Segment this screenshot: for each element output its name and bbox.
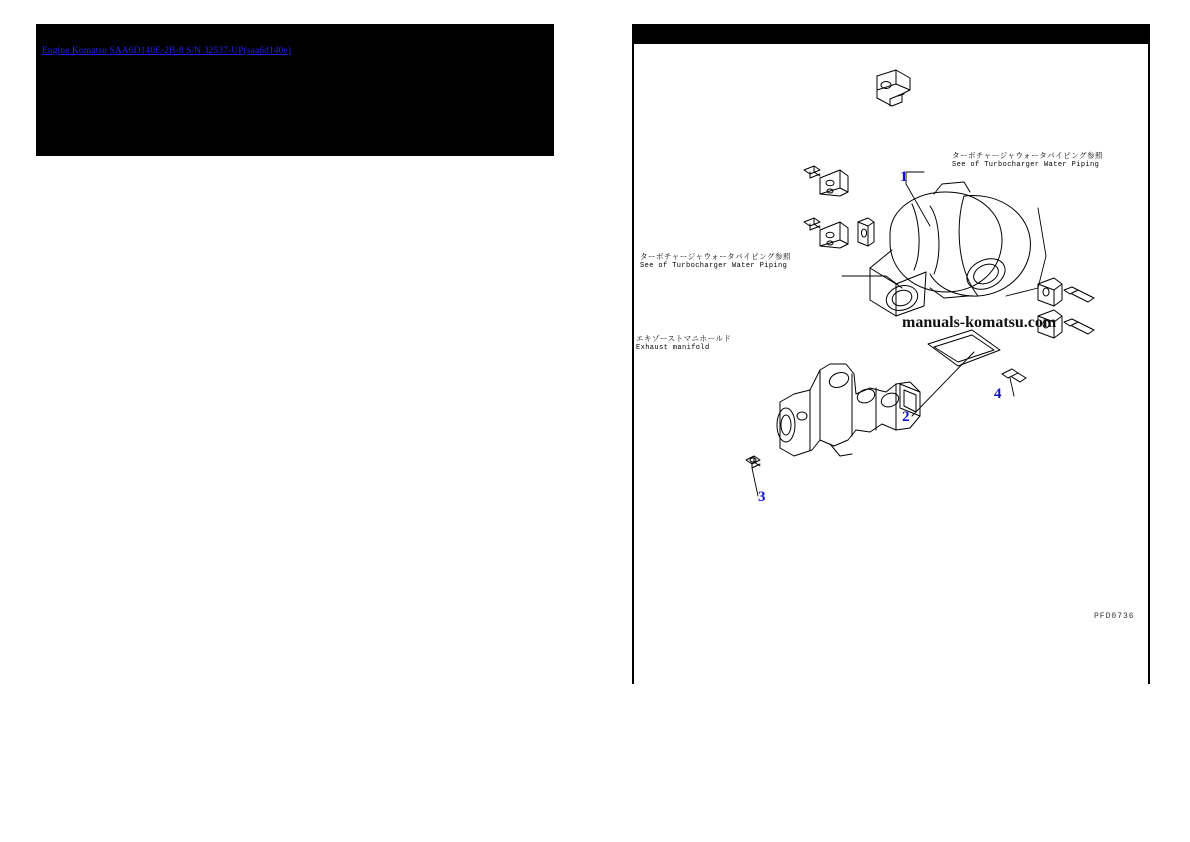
bolt-upper-left-2 bbox=[804, 218, 820, 230]
leader-lines bbox=[752, 172, 1046, 496]
bracket-right-1 bbox=[1038, 278, 1062, 306]
note-manifold-jp: エキゾーストマニホールド bbox=[636, 334, 732, 343]
bracket-upper-left-2 bbox=[820, 222, 848, 248]
exhaust-manifold bbox=[777, 364, 920, 456]
bolt-right-2 bbox=[1064, 319, 1094, 334]
gasket-plate bbox=[928, 330, 1000, 366]
callout-3: 3 bbox=[758, 489, 766, 505]
note-left-en: See of Turbocharger Water Piping bbox=[640, 262, 788, 271]
drawing-area bbox=[634, 44, 1148, 682]
bolt-item3 bbox=[746, 456, 760, 468]
note-turbocharger-water-piping-left bbox=[640, 252, 791, 272]
figure-code: PFD0736 bbox=[1094, 612, 1135, 621]
callout-4: 4 bbox=[994, 386, 1002, 402]
callout-1: 1 bbox=[900, 169, 908, 185]
note-right-jp: ターボチャージャウォータパイピング参照 bbox=[952, 151, 1103, 160]
note-exhaust-manifold bbox=[636, 334, 731, 354]
stud-item4 bbox=[1002, 369, 1026, 382]
small-plate-left bbox=[858, 218, 874, 246]
callout-2: 2 bbox=[902, 409, 910, 425]
note-manifold-en: Exhaust manifold bbox=[636, 344, 710, 353]
parts-diagram-panel bbox=[632, 24, 1150, 684]
title-panel bbox=[36, 24, 554, 156]
diagram-header-bar bbox=[634, 24, 1148, 44]
bracket-upper-left-1 bbox=[820, 170, 848, 196]
watermark-text: manuals-komatsu.com bbox=[902, 314, 1057, 331]
bolt-upper-left-1 bbox=[804, 166, 820, 178]
turbocharger-assembly-drawing bbox=[634, 44, 1148, 682]
note-right-en: See of Turbocharger Water Piping bbox=[952, 161, 1100, 170]
document-title-link[interactable]: Engine Komatsu SAA6D140E-2B-8 S/N 32537-UP(saa6d140e) bbox=[42, 46, 292, 56]
bolt-right-1 bbox=[1064, 287, 1094, 302]
note-turbocharger-water-piping-right bbox=[952, 151, 1103, 171]
bracket-right-2 bbox=[1038, 310, 1062, 338]
note-left-jp: ターボチャージャウォータパイピング参照 bbox=[640, 252, 791, 261]
top-bracket-part bbox=[877, 70, 910, 106]
